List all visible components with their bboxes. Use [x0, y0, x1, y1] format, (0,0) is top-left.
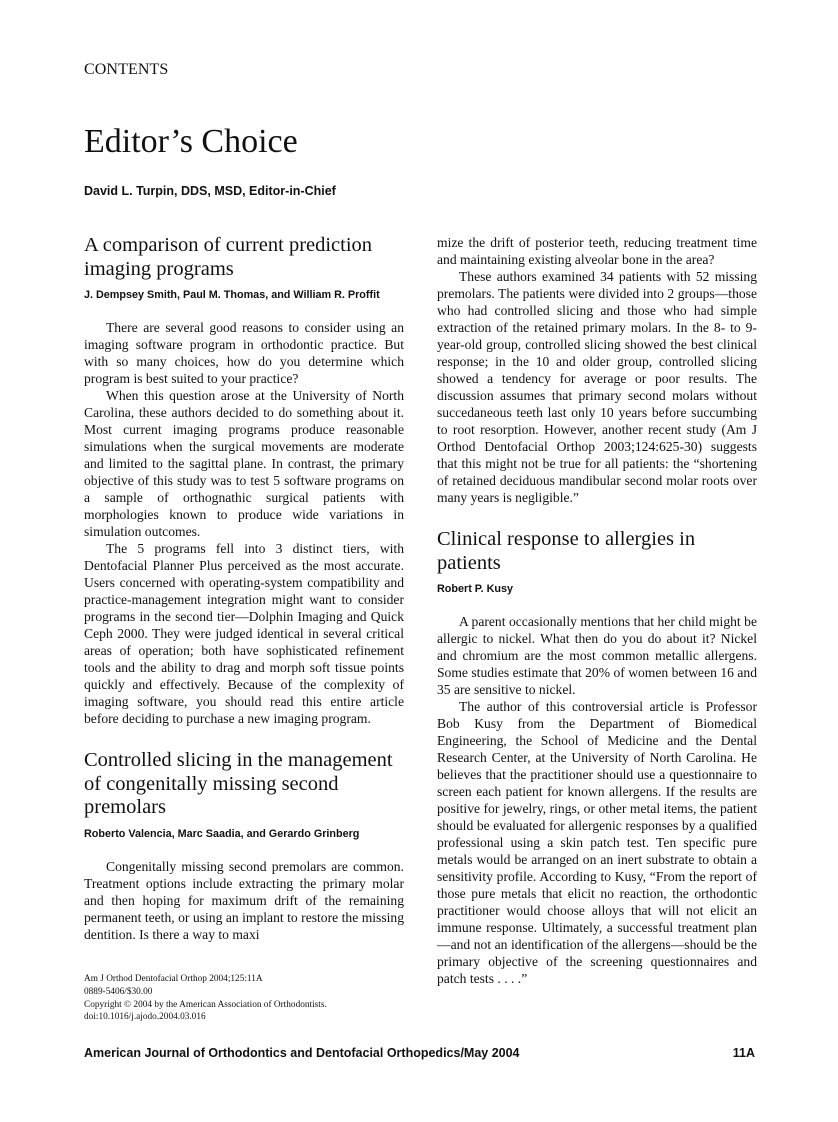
article-imaging-programs	[84, 234, 404, 727]
article-authors: Robert P. Kusy	[437, 583, 513, 595]
article-paragraph: When this question arose at the University of North Carolina, these authors decided to do something about it. Most current imaging programs produce reasonable simulations when the surgical movements are moderate and limited to the sagittal plane. In contrast, the primary objective of this study was to test 5 software programs on a sample of orthognathic surgical patients with morphologies known to produce wide variations in simulation outcomes.	[84, 388, 404, 539]
journal-reference: Am J Orthod Dentofacial Orthop 2004;125:11A	[84, 974, 263, 984]
article-authors: J. Dempsey Smith, Paul M. Thomas, and William R. Proffit	[84, 289, 380, 301]
editor-byline: David L. Turpin, DDS, MSD, Editor-in-Chief	[84, 184, 336, 198]
page-footer	[84, 1046, 755, 1060]
article-title: Clinical response to allergies in patients	[437, 528, 696, 574]
article-authors: Roberto Valencia, Marc Saadia, and Gerardo Grinberg	[84, 827, 360, 840]
article-controlled-slicing	[84, 749, 404, 943]
article-allergies	[437, 528, 757, 987]
article-paragraph: Congenitally missing second premolars are common. Treatment options include extracting the primary molar and then hoping for maximum drift of the remaining permanent teeth, or using an implant to restore the missing dentition. Is there a way to maxi	[84, 858, 404, 942]
citation-block	[84, 973, 404, 1024]
article-title: Controlled slicing in the management of congenitally missing second premolars	[84, 749, 393, 818]
page-number: 11A	[732, 1046, 755, 1060]
article-paragraph-continued: mize the drift of posterior teeth, reducing treatment time and maintaining existing alveolar bone in the area?	[437, 235, 757, 267]
right-column	[437, 234, 757, 987]
left-column	[84, 234, 404, 943]
page-title: Editor’s Choice	[84, 123, 298, 160]
section-label: CONTENTS	[84, 61, 169, 78]
article-paragraph: The author of this controversial article is Professor Bob Kusy from the Department of Biomedical Engineering, the School of Medicine and the Dental Research Center, at the University of North Carolina. He believes that the practitioner should use a questionnaire to screen each patient for known allergens. If the results are positive for jewelry, rings, or other metal items, the patient should be evaluated for allergenic responses by a qualified professional using a skin patch test. Ten specific pure metals would be arranged on an inert substrate to obtain a sensitivity profile. According to Kusy, “From the report of those pure metals that elicit no reaction, the orthodontic practitioner would choose alloys that will not elicit an immune response. Ultimately, a successful treatment plan—and not an identification of the allergens—should be the primary objective of the screening questionnaires and patch tests . . . .”	[437, 699, 757, 986]
article-paragraph: There are several good reasons to consider using an imaging software program in orthodontic practice. But with so many choices, how do you determine which program is best suited to your practice?	[84, 320, 404, 386]
article-paragraph: These authors examined 34 patients with 52 missing premolars. The patients were divided into 2 groups—those who had controlled slicing and those who had simple extraction of the retained primary molars. In the 8- to 9-year-old group, controlled slicing showed the best clinical response; in the 10 and older group, controlled slicing showed a tendency for average or poor results. The discussion assumes that primary second molars without succedaneous teeth last only 10 years before succumbing to root resorption. However, another recent study (Am J Orthod Dentofacial Orthop 2003;124:625-30) suggests that this might not be true for all patients: the “shortening of retained deciduous mandibular second molar roots over many years is negligible.”	[437, 269, 757, 505]
article-paragraph: A parent occasionally mentions that her child might be allergic to nickel. What then do you do about it? Nickel and chromium are the most common metallic allergens. Some studies estimate that 20% of women between 16 and 35 are sensitive to nickel.	[437, 614, 757, 697]
article-paragraph: The 5 programs fell into 3 distinct tiers, with Dentofacial Planner Plus perceived as the most accurate. Users concerned with operating-system compatibility and practice-management integration might want to consider programs in the second tier—Dolphin Imaging and Quick Ceph 2000. They were judged identical in several critical areas of operation; both have sophisticated refinement tools and the ability to drag and morph soft tissue points quickly and effectively. Because of the complexity of imaging software, you should read this entire article before deciding to purchase a new imaging program.	[84, 541, 404, 726]
article-title: A comparison of current prediction imaging programs	[84, 234, 373, 280]
journal-issue: American Journal of Orthodontics and Dentofacial Orthopedics/May 2004	[84, 1046, 520, 1060]
copyright-notice: Copyright © 2004 by the American Association of Orthodontists.	[84, 999, 327, 1010]
doi: doi:10.1016/j.ajodo.2004.03.016	[84, 1012, 206, 1023]
issn-price: 0889-5406/$30.00	[84, 986, 153, 997]
